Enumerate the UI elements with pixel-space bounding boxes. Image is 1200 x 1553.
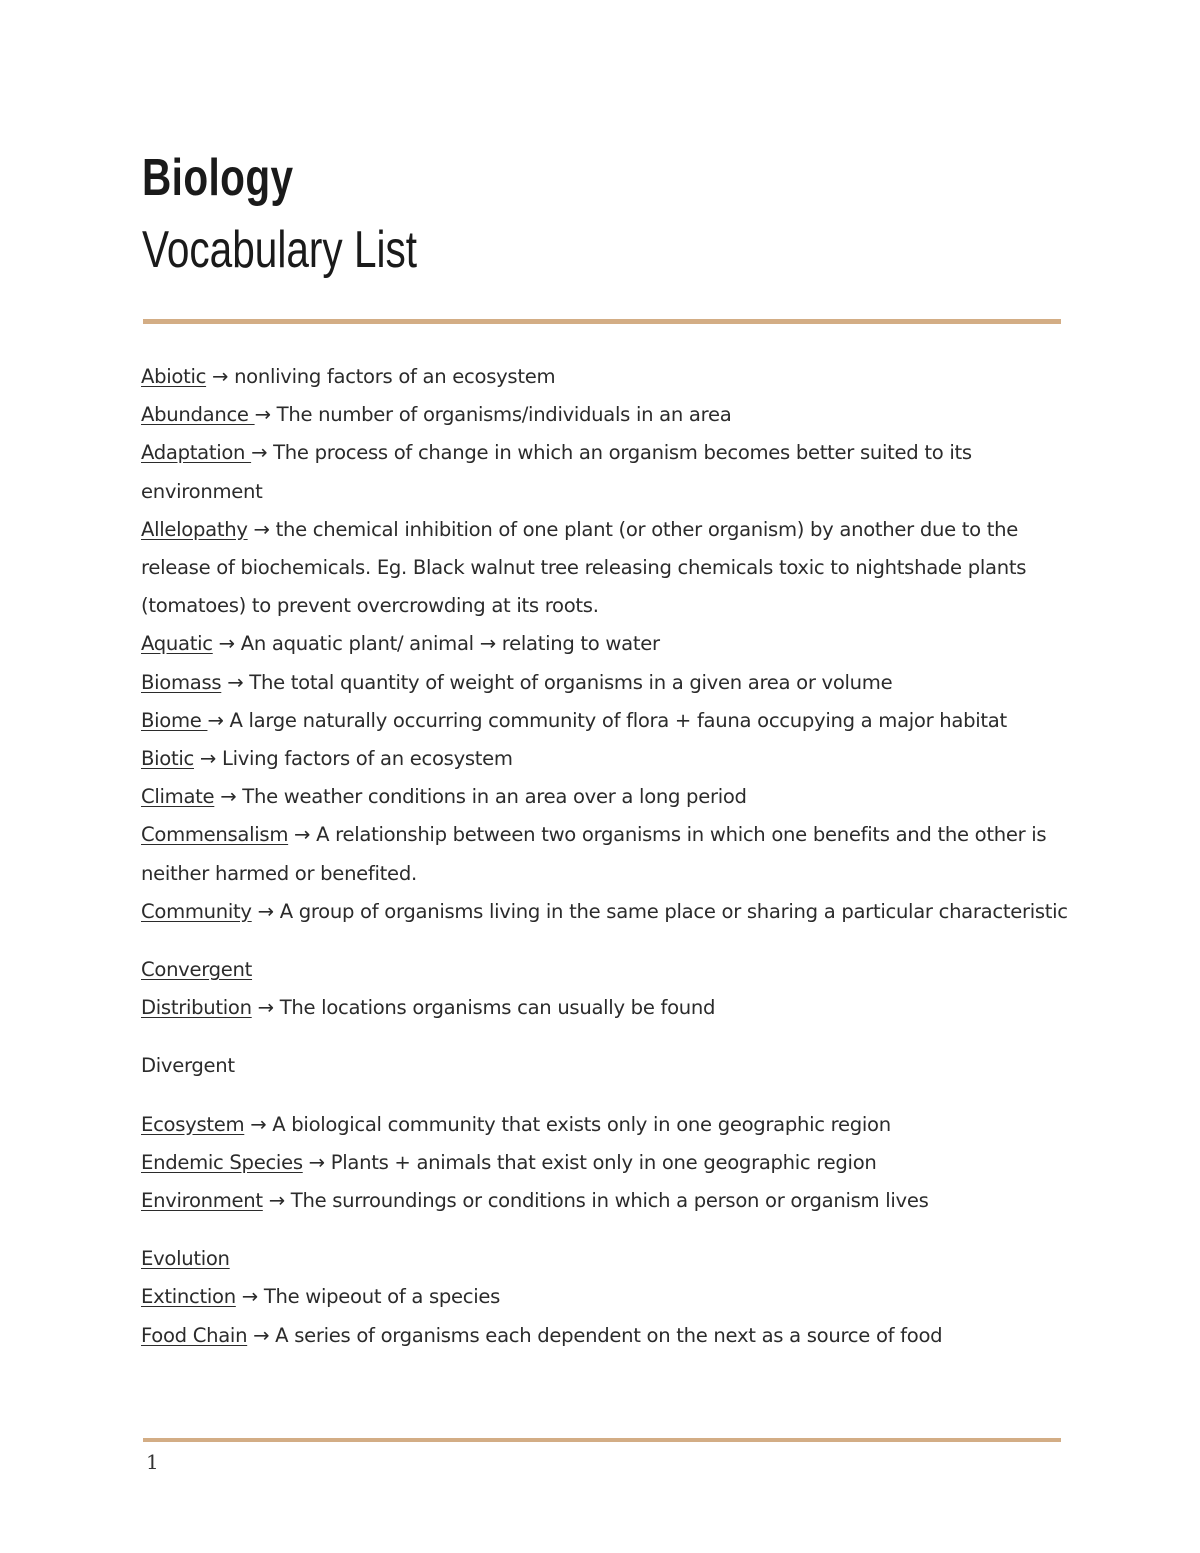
vocab-term: Biotic xyxy=(141,747,194,771)
arrow-separator: → xyxy=(206,365,235,388)
vocab-entry-allelopathy xyxy=(141,511,1071,626)
document-subtitle: Vocabulary List xyxy=(142,221,418,279)
vocab-entry-aquatic xyxy=(141,625,1071,663)
arrow-separator: → xyxy=(288,823,317,847)
vocab-definition: The wipeout of a species xyxy=(263,1285,501,1309)
vocab-entry-abiotic xyxy=(141,358,1071,396)
vocab-entry-biome xyxy=(141,702,1071,740)
vocab-term: Ecosystem xyxy=(141,1112,245,1136)
vocab-entry-abundance xyxy=(141,396,1071,434)
vocab-definition: A series of organisms each dependent on the next as a source of food xyxy=(275,1323,943,1347)
document-title: Biology xyxy=(142,149,294,207)
vocab-entry-biotic xyxy=(141,740,1071,778)
vocab-entry-community xyxy=(141,893,1071,931)
vocab-definition: A biological community that exists only in one geographic region xyxy=(272,1112,891,1136)
vocab-term: Abundance xyxy=(141,403,255,427)
vocab-definition: The number of organisms/individuals in an area xyxy=(276,403,732,427)
vocab-term: Evolution xyxy=(141,1247,230,1271)
vocab-entry-adaptation xyxy=(141,434,1071,510)
vocab-term: Food Chain xyxy=(141,1323,248,1347)
vocab-entry-extinction xyxy=(141,1278,1071,1316)
arrow-separator: → xyxy=(302,1150,331,1174)
vocab-definition: A group of organisms living in the same place or sharing a particular characteristic xyxy=(279,899,1068,923)
vocab-definition: The surroundings or conditions in which a person or organism lives xyxy=(290,1189,929,1213)
vocab-term: Extinction xyxy=(141,1285,236,1309)
bottom-divider xyxy=(143,1438,1061,1442)
vocab-entry-climate xyxy=(141,778,1071,816)
vocab-definition: The process of change in which an organism becomes better suited to its environment xyxy=(141,441,972,503)
page-number: 1 xyxy=(146,1450,159,1474)
vocab-definition: The total quantity of weight of organisms in a given area or volume xyxy=(249,670,893,694)
vocab-entry-food-chain xyxy=(141,1317,1071,1355)
vocab-entry-biomass xyxy=(141,664,1071,702)
vocab-term: Biome xyxy=(141,708,208,732)
vocab-term: Biomass xyxy=(141,670,222,694)
vocab-definition: A relationship between two organisms in which one benefits and the other is neither harmed or benefited. xyxy=(141,823,1047,885)
arrow-separator: → xyxy=(212,632,241,656)
arrow-separator: → xyxy=(247,1323,276,1347)
arrow-separator: → xyxy=(214,785,243,809)
vocab-term: Allelopathy xyxy=(141,517,248,541)
vocab-term: Distribution xyxy=(141,996,252,1020)
arrow-separator: → xyxy=(221,670,250,694)
vocab-entry-evolution xyxy=(141,1240,1071,1278)
vocabulary-list xyxy=(141,358,1071,1355)
arrow-separator: → xyxy=(247,517,276,541)
vocab-term: Endemic Species xyxy=(141,1150,303,1174)
arrow-separator: → xyxy=(193,747,222,771)
vocab-entry-endemic-species xyxy=(141,1144,1071,1182)
arrow-separator: → xyxy=(207,708,230,732)
arrow-separator: → xyxy=(235,1285,264,1309)
arrow-separator: → xyxy=(251,996,280,1020)
vocab-definition: Living factors of an ecosystem xyxy=(221,747,513,771)
vocab-term: Commensalism xyxy=(141,823,289,847)
vocab-entry-ecosystem xyxy=(141,1106,1071,1144)
arrow-separator: → xyxy=(254,403,277,427)
vocab-term: Environment xyxy=(141,1189,263,1213)
vocab-entry-commensalism xyxy=(141,816,1071,892)
vocab-term: Climate xyxy=(141,785,215,809)
arrow-separator: → xyxy=(251,441,274,465)
vocab-definition: The locations organisms can usually be found xyxy=(279,996,716,1020)
top-divider xyxy=(143,319,1061,324)
vocab-definition: An aquatic plant/ animal → relating to water xyxy=(240,632,660,656)
arrow-separator: → xyxy=(262,1189,291,1213)
vocab-definition: Plants + animals that exist only in one geographic region xyxy=(330,1150,877,1174)
vocab-entry-distribution xyxy=(141,989,1071,1027)
vocab-term: Aquatic xyxy=(141,632,213,656)
arrow-separator: → xyxy=(251,899,280,923)
arrow-separator: → xyxy=(244,1112,273,1136)
vocab-definition: nonliving factors of an ecosystem xyxy=(234,365,556,388)
vocab-entry-convergent xyxy=(141,951,1071,989)
vocab-term: Community xyxy=(141,899,252,923)
vocab-term: Convergent xyxy=(141,958,253,982)
vocab-term: Adaptation xyxy=(141,441,252,465)
vocab-entry-environment xyxy=(141,1182,1071,1220)
vocab-term-plain: Divergent xyxy=(141,1054,235,1078)
vocab-term: Abiotic xyxy=(141,365,207,388)
vocab-entry-divergent xyxy=(141,1047,1071,1085)
vocab-definition: the chemical inhibition of one plant (or other organism) by another due to the release of biochemicals. Eg. Black walnut tree releasing chemicals toxic to nightshade plants (tomatoes) to prevent overcrowding at its roots. xyxy=(141,517,1027,618)
vocab-definition: A large naturally occurring community of flora + fauna occupying a major habitat xyxy=(229,708,1007,732)
vocab-definition: The weather conditions in an area over a long period xyxy=(242,785,747,809)
